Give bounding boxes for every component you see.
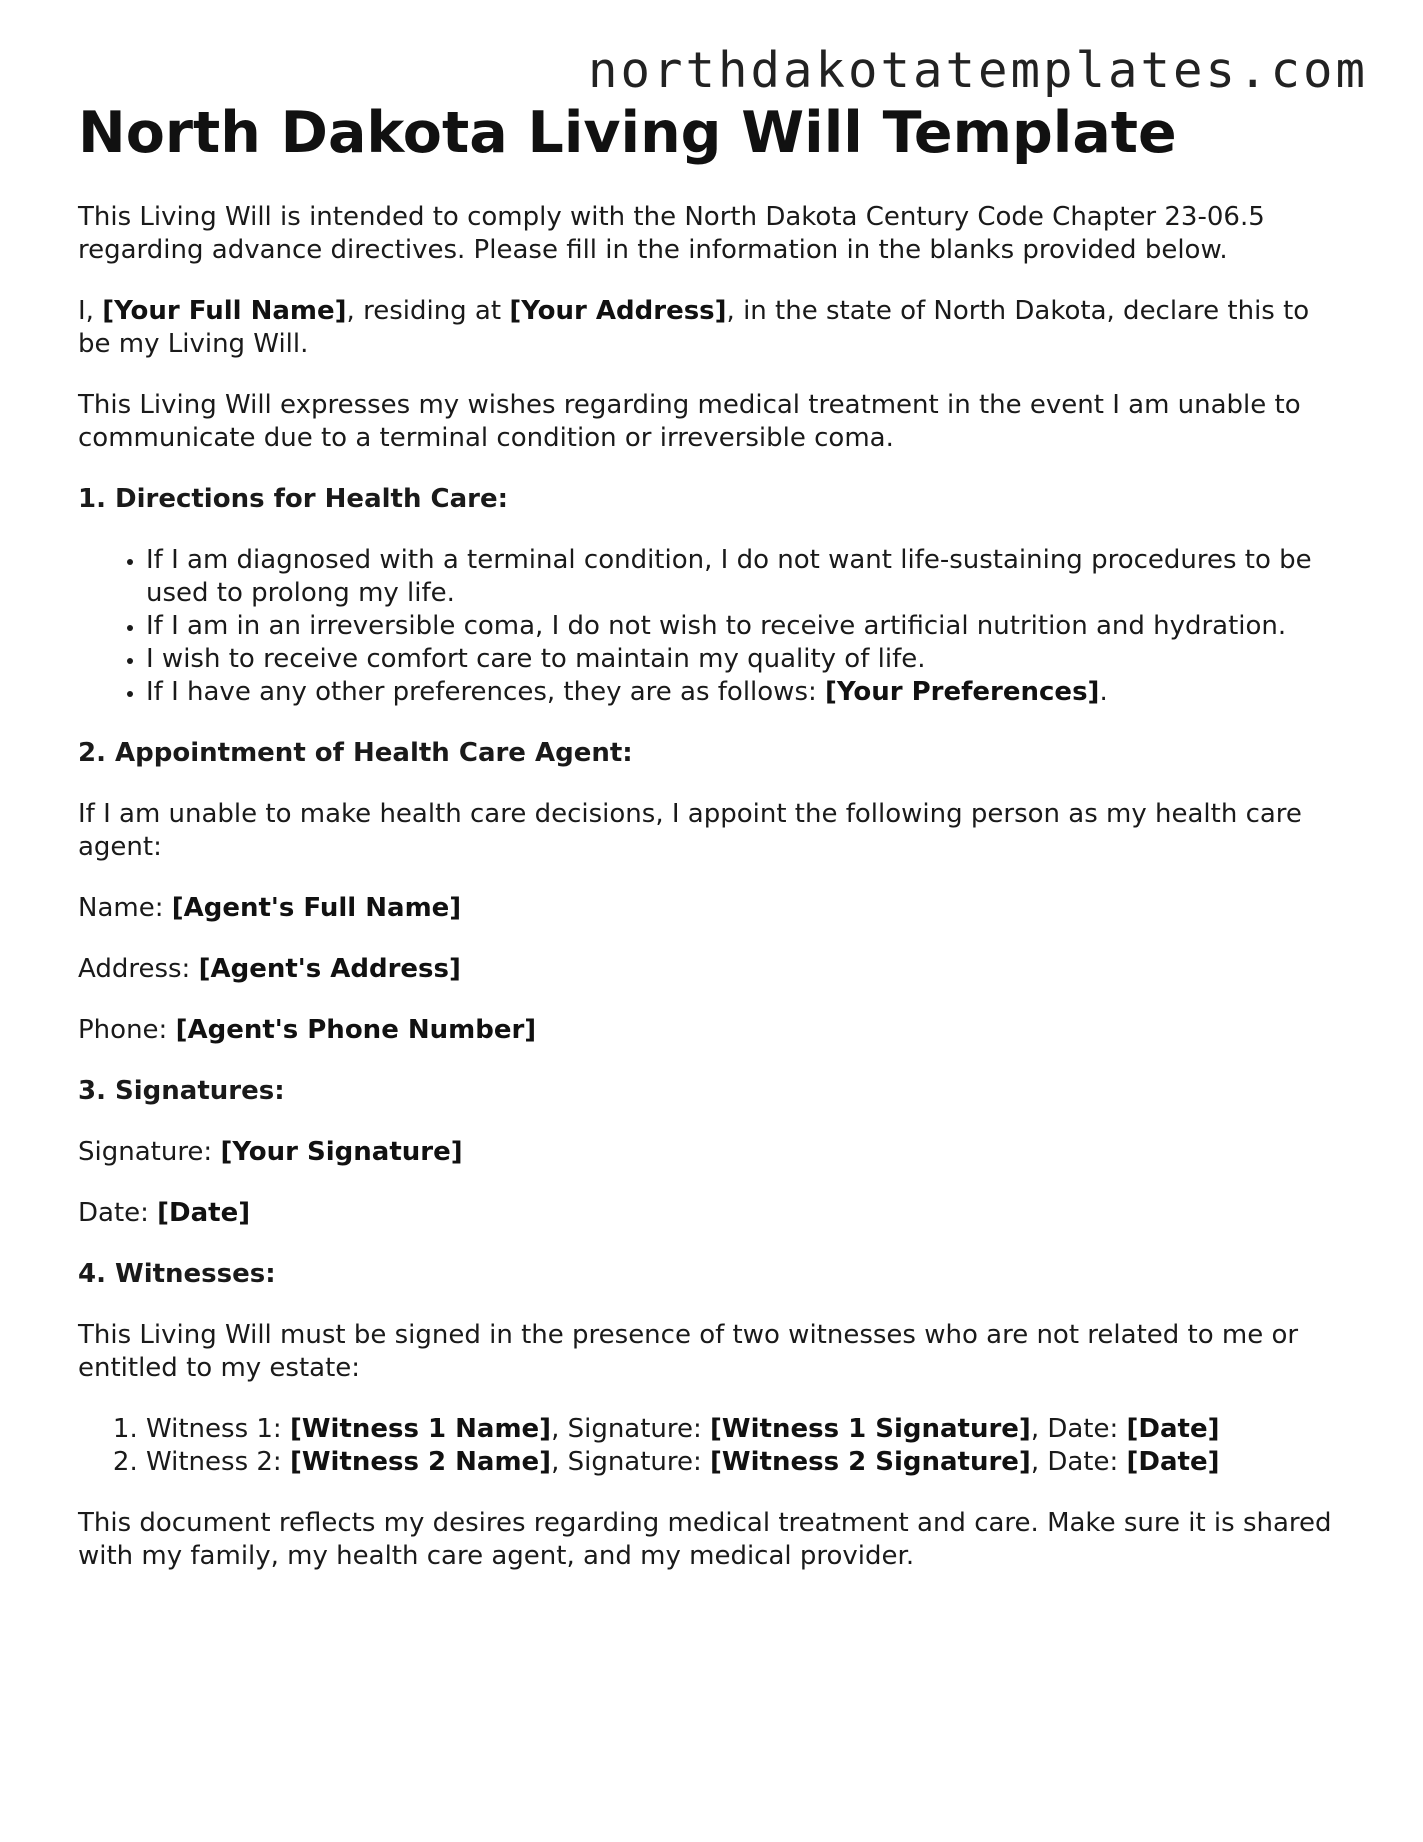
site-watermark: northdakotatemplates.com: [587, 42, 1368, 99]
date-blank: [Date]: [157, 1198, 251, 1228]
declaration-prefix: I,: [78, 296, 103, 326]
witness-name-blank: [Witness 2 Name]: [289, 1447, 552, 1477]
preferences-suffix: .: [1099, 677, 1108, 707]
section-3-heading: 3. Signatures:: [78, 1076, 285, 1106]
full-name-blank: [Your Full Name]: [102, 296, 347, 326]
witnesses-paragraph: This Living Will must be signed in the presence of two witnesses who are not related to me or entitled to my estate:: [78, 1320, 1299, 1383]
intro-paragraph: This Living Will is intended to comply with the North Dakota Century Code Chapter 23-06.5 regarding advance directives. Please fill in the information in the blanks provided below.: [78, 202, 1265, 265]
list-item: [146, 1413, 1348, 1446]
witness-signature-label: , Signature:: [551, 1447, 711, 1477]
closing-paragraph: This document reflects my desires regarding medical treatment and care. Make sure it is shared with my family, my health care agent, and my medical provider.: [78, 1508, 1332, 1571]
witness-name-blank: [Witness 1 Name]: [289, 1414, 552, 1444]
document-title: North Dakota Living Will Template: [78, 100, 1177, 166]
witness-signature-blank: [Witness 2 Signature]: [710, 1447, 1031, 1477]
agent-phone-label: Phone:: [78, 1015, 176, 1045]
list-item: [146, 1446, 1348, 1479]
agent-phone-blank: [Agent's Phone Number]: [175, 1015, 537, 1045]
witness-signature-label: , Signature:: [551, 1414, 711, 1444]
agent-name-label: Name:: [78, 893, 172, 923]
signature-blank: [Your Signature]: [220, 1137, 463, 1167]
document-body: [78, 96, 1348, 1601]
preferences-prefix: If I have any other preferences, they are as follows:: [146, 677, 826, 707]
signature-label: Signature:: [78, 1137, 221, 1167]
section-2-heading: 2. Appointment of Health Care Agent:: [78, 738, 633, 768]
purpose-paragraph: This Living Will expresses my wishes regarding medical treatment in the event I am unable to communicate due to a terminal condition or irreversible coma.: [78, 390, 1301, 453]
witness-date-blank: [Date]: [1126, 1414, 1220, 1444]
agent-name-blank: [Agent's Full Name]: [171, 893, 462, 923]
witness-signature-blank: [Witness 1 Signature]: [710, 1414, 1031, 1444]
agent-address-label: Address:: [78, 954, 199, 984]
agent-appointment-paragraph: If I am unable to make health care decisions, I appoint the following person as my health care agent:: [78, 799, 1302, 862]
list-item: [146, 676, 1348, 709]
list-item: • If I am in an irreversible coma, I do not wish to receive artificial nutrition and hydration.: [146, 610, 1348, 643]
health-care-directions-list: [78, 544, 1348, 709]
witness-label: Witness 1:: [146, 1414, 290, 1444]
preferences-blank: [Your Preferences]: [825, 677, 1100, 707]
date-line: [78, 1197, 1348, 1230]
section-4-heading: 4. Witnesses:: [78, 1259, 276, 1289]
list-item: • If I am diagnosed with a terminal condition, I do not want life-sustaining procedures to be used to prolong my life.: [146, 544, 1348, 610]
witness-label: Witness 2:: [146, 1447, 290, 1477]
agent-name-line: [78, 892, 1348, 925]
witnesses-list: [78, 1413, 1348, 1479]
date-label: Date:: [78, 1198, 158, 1228]
witness-date-blank: [Date]: [1126, 1447, 1220, 1477]
agent-phone-line: [78, 1014, 1348, 1047]
section-1-heading: 1. Directions for Health Care:: [78, 484, 508, 514]
witness-date-label: , Date:: [1030, 1414, 1127, 1444]
agent-address-line: [78, 953, 1348, 986]
signature-line: [78, 1136, 1348, 1169]
declaration-middle: , residing at: [346, 296, 510, 326]
declaration-suffix: , in the state of North Dakota, declare this to be my Living Will.: [78, 296, 1310, 359]
list-item: • I wish to receive comfort care to maintain my quality of life.: [146, 643, 1348, 676]
witness-date-label: , Date:: [1030, 1447, 1127, 1477]
address-blank: [Your Address]: [509, 296, 727, 326]
agent-address-blank: [Agent's Address]: [198, 954, 461, 984]
declaration-paragraph: [78, 295, 1348, 361]
